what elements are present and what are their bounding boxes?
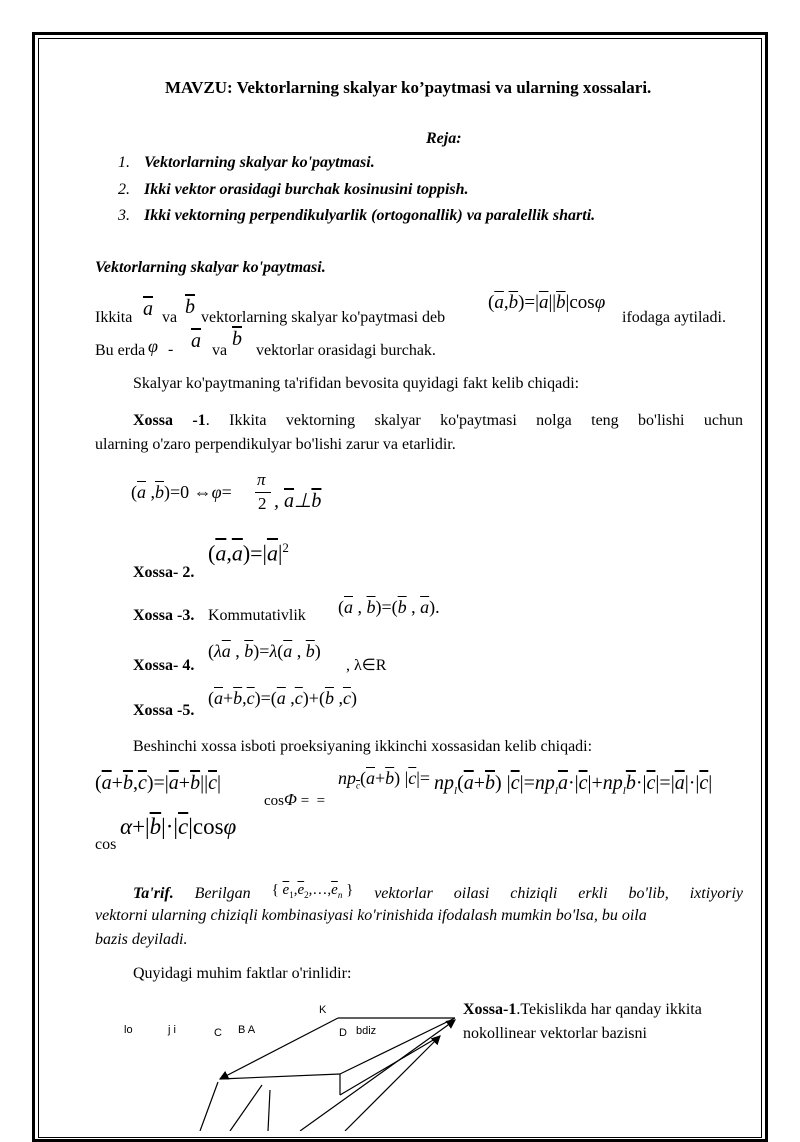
figure-label: K (319, 1004, 327, 1016)
parallelogram-edge (220, 1074, 340, 1079)
orthogonality-formula: ($\overline{a}$ $,\overline{b})=0$ ⇔φ= (131, 482, 232, 502)
plan-item: Vektorlarning skalyar ko'paytmasi. (144, 154, 375, 171)
fraction-denominator: 2 (258, 494, 267, 513)
proof-formula-part: $np_{\overline{c}}(\overline{a}+\overline{b})$ $|\overline{c}|=$ (338, 768, 431, 791)
def-text: vektorlarning skalyar ko'paytmasi deb (201, 309, 446, 326)
def-text: va (162, 309, 178, 326)
xossa-label: Xossa-1 (463, 1001, 517, 1018)
vector-b-math: $\overline{b}$ (232, 328, 242, 350)
pi-numerator: π (257, 470, 266, 489)
vector-arrow (300, 1020, 455, 1131)
def-text: vektorlar orasidagi burchak. (256, 342, 436, 359)
page-title: MAVZU: Vektorlarning skalyar ko’paytmasi va ularning xossalari. (165, 78, 652, 97)
figure-label: D (339, 1027, 347, 1039)
tarif-text: vektorni ularning chiziqli kombinasiyasi ko'rinishida ifodalash mumkin bo'lsa, bu oila (95, 907, 647, 924)
figure-label: lo (124, 1024, 133, 1036)
vector-a-math: $\overline{a}$ (143, 298, 153, 320)
vector-a-math: $\overline{a}$ (191, 330, 201, 352)
plan-item-number: 1. (118, 154, 130, 171)
proof-formula-part: $(\overline{a}+\overline{b},\overline{c})=|\overline{a}+\overline{b}||\overline{c}|$ (95, 772, 221, 794)
xossa-text: . Ikkita vektorning skalyar ko'paytmasi nolga teng bo'lishi uchun (205, 412, 743, 429)
xossa-label: Xossa- 2. (133, 564, 195, 581)
xossa-4-suffix: , λ∈R (346, 657, 387, 674)
figure-label: bdiz (356, 1025, 377, 1037)
figure-label: C (214, 1027, 222, 1039)
phi-math: φ (148, 336, 158, 356)
proof-formula-part: $\alpha+|\overline{b}|\cdot|\overline{c}|\cos\varphi$ (120, 814, 237, 839)
vector-line (200, 1082, 218, 1131)
commutativity-formula: ($\overline{a}$ , $\overline{b})=(\overline{b}$ , $\overline{a}$). (338, 597, 440, 617)
tarif-text: bazis deyiladi. (95, 931, 188, 948)
vector-line (230, 1085, 262, 1131)
proof-formula-cos: cosΦ = = (264, 790, 326, 809)
plan-item-number: 3. (118, 207, 130, 224)
fact-intro: Skalyar ko'paytmaning ta'rifidan bevosita quyidagi fakt kelib chiqadi: (133, 375, 580, 392)
basis-family-formula: { $\overline{e}_1,\overline{e}_2,\dots,\overline{e}_n$ } (271, 882, 354, 900)
plan-item-number: 2. (118, 181, 130, 198)
xossa-5-formula: $(\overline{a}+\overline{b},\overline{c})=(\overline{a}$ $,\overline{c})+(\overline{b}$ $,\overline{c}$) (208, 688, 357, 708)
facts-intro: Quyidagi muhim faktlar o'rinlidir: (133, 965, 352, 982)
xossa-text: ularning o'zaro perpendikulyar bo'lishi zarur va etarlidir. (95, 436, 456, 453)
xossa-text: nokollinear vektorlar bazisni (463, 1025, 647, 1042)
def-text: Ikkita (95, 309, 133, 326)
xossa-label: Xossa -5. (133, 702, 195, 719)
def-text: va (212, 342, 228, 359)
proof-intro: Beshinchi xossa isboti proeksiyaning ikkinchi xossasidan kelib chiqadi: (133, 738, 593, 755)
cos-word: cos (95, 836, 117, 853)
scalar-product-formula: $(\overline{a},\overline{b})=|\overline{a}||\overline{b}|\cos\varphi$ (488, 292, 606, 313)
tarif-text: vektorlar oilasi chiziqli erkli bo'lib, ixtiyoriy (374, 885, 744, 902)
xossa-2-formula: $(\overline{a},\overline{a})=|\overline{a}|^2$ (208, 540, 289, 566)
xossa-label: Xossa -1 (133, 412, 206, 429)
xossa-4-formula: ($\lambda\overline{a}$ , $\overline{b})=\lambda(\overline{a}$ , $\overline{b}$) (208, 641, 321, 661)
tarif-text: Berilgan (194, 885, 251, 902)
tarif-label: Ta'rif. (133, 885, 174, 902)
plan-item: Ikki vektor orasidagi burchak kosinusini toppish. (144, 181, 469, 198)
plan-item: Ikki vektorning perpendikulyarlik (ortogonallik) va paralellik sharti. (144, 207, 596, 224)
def-text: Bu erda (95, 342, 146, 359)
def-text: ifodaga aytiladi. (622, 309, 726, 326)
vector-b-math: $\overline{b}$ (185, 296, 195, 318)
def-text: - (168, 341, 174, 358)
vector-line (268, 1090, 270, 1131)
perpendicular-formula: , $\overline{a}\perp\overline{b}$ (274, 490, 322, 512)
xossa-label: Xossa- 4. (133, 657, 195, 674)
xossa-label: Xossa -3. (133, 607, 195, 624)
figure-label: j i (168, 1024, 176, 1036)
xossa-text: .Tekislikda har qanday ikkita (516, 1001, 702, 1018)
proof-formula-part: $np_l(\overline{a}+\overline{b})$ $|\overline{c}|=np_l\overline{a}\cdot|\overline{c}|+np_l\overline{b}\cdot|\overline{c}|=|\overline{a}|\cdot|\overline{c}|$ (434, 772, 713, 797)
figure-label: B A (238, 1024, 256, 1036)
plan-heading: Reja: (426, 130, 462, 147)
section-heading: Vektorlarning skalyar ko'paytmasi. (95, 259, 326, 276)
xossa-text: Kommutativlik (208, 607, 306, 624)
